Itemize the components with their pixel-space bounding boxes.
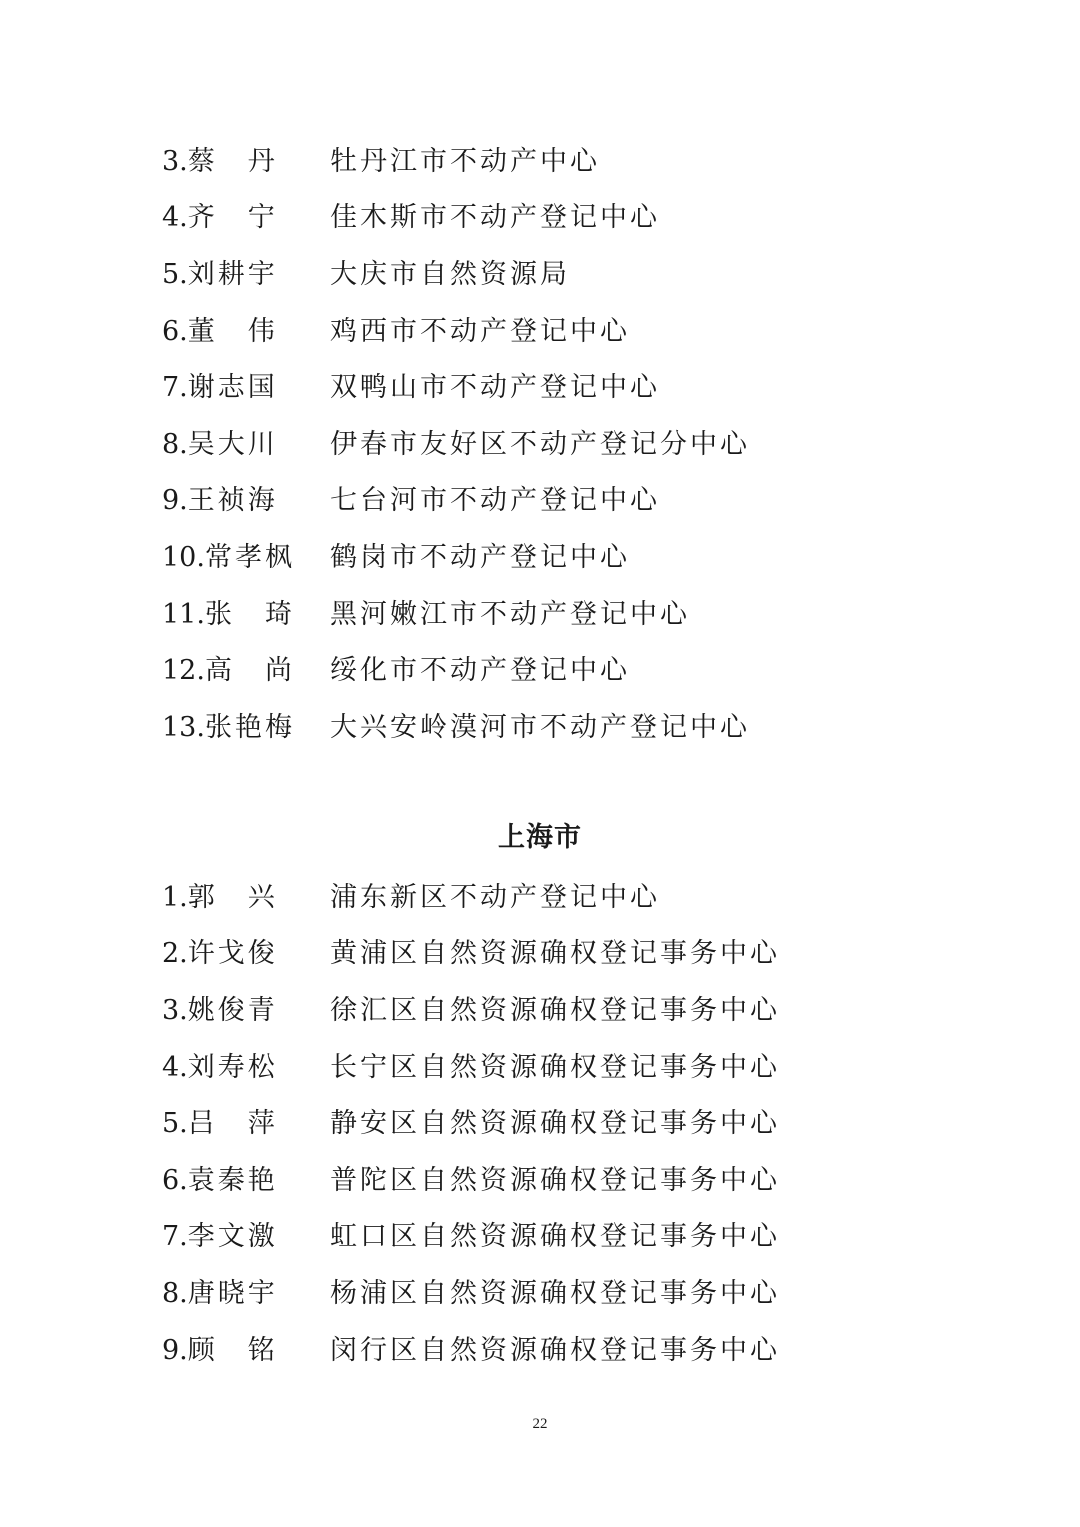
list-item xyxy=(162,583,922,640)
organization-name: 普陀区自然资源确权登记事务中心 xyxy=(330,1164,780,1196)
organization-name: 闵行区自然资源确权登记事务中心 xyxy=(330,1334,780,1366)
list-item xyxy=(162,696,922,753)
organization-name: 七台河市不动产登记中心 xyxy=(330,485,660,517)
person-name: 3.姚俊青 xyxy=(162,994,278,1026)
person-name: 5.吕 萍 xyxy=(162,1108,278,1140)
person-name: 8.吴大川 xyxy=(162,428,278,460)
person-name: 9.王祯海 xyxy=(162,485,278,517)
organization-name: 黄浦区自然资源确权登记事务中心 xyxy=(330,938,780,970)
list-item xyxy=(162,356,922,413)
person-name: 12.高 尚 xyxy=(162,655,295,687)
organization-name: 大兴安岭漠河市不动产登记中心 xyxy=(330,711,750,743)
organization-name: 黑河嫩江市不动产登记中心 xyxy=(330,598,690,630)
person-name: 4.齐 宁 xyxy=(162,202,278,234)
honoree-list-heilongjiang xyxy=(162,130,922,753)
person-name: 8.唐晓宇 xyxy=(162,1277,278,1309)
list-item xyxy=(162,130,922,187)
person-name: 7.李文激 xyxy=(162,1221,278,1253)
list-item xyxy=(162,1092,922,1149)
person-name: 11.张 琦 xyxy=(162,598,295,630)
list-item xyxy=(162,1036,922,1093)
person-name: 7.谢志国 xyxy=(162,372,278,404)
person-name: 13.张艳梅 xyxy=(162,711,295,743)
honoree-list-shanghai xyxy=(162,866,922,1375)
organization-name: 鸡西市不动产登记中心 xyxy=(330,315,630,347)
person-name: 4.刘寿松 xyxy=(162,1051,278,1083)
list-item xyxy=(162,639,922,696)
person-name: 6.袁秦艳 xyxy=(162,1164,278,1196)
person-name: 5.刘耕宇 xyxy=(162,258,278,290)
list-item xyxy=(162,413,922,470)
list-item xyxy=(162,243,922,300)
list-item xyxy=(162,1262,922,1319)
organization-name: 长宁区自然资源确权登记事务中心 xyxy=(330,1051,780,1083)
list-item xyxy=(162,526,922,583)
organization-name: 大庆市自然资源局 xyxy=(330,258,570,290)
section-heading-shanghai: 上海市 xyxy=(498,822,582,853)
person-name: 2.许戈俊 xyxy=(162,938,278,970)
list-item xyxy=(162,979,922,1036)
list-item xyxy=(162,1149,922,1206)
list-item xyxy=(162,187,922,244)
person-name: 1.郭 兴 xyxy=(162,881,278,913)
organization-name: 浦东新区不动产登记中心 xyxy=(330,881,660,913)
organization-name: 徐汇区自然资源确权登记事务中心 xyxy=(330,994,780,1026)
list-item xyxy=(162,866,922,923)
person-name: 10.常孝枫 xyxy=(162,541,295,573)
organization-name: 虹口区自然资源确权登记事务中心 xyxy=(330,1221,780,1253)
organization-name: 佳木斯市不动产登记中心 xyxy=(330,202,660,234)
organization-name: 牡丹江市不动产中心 xyxy=(330,145,600,177)
organization-name: 伊春市友好区不动产登记分中心 xyxy=(330,428,750,460)
organization-name: 静安区自然资源确权登记事务中心 xyxy=(330,1108,780,1140)
organization-name: 杨浦区自然资源确权登记事务中心 xyxy=(330,1277,780,1309)
organization-name: 双鸭山市不动产登记中心 xyxy=(330,372,660,404)
organization-name: 鹤岗市不动产登记中心 xyxy=(330,541,630,573)
person-name: 9.顾 铭 xyxy=(162,1334,278,1366)
person-name: 6.董 伟 xyxy=(162,315,278,347)
list-item xyxy=(162,923,922,980)
list-item xyxy=(162,300,922,357)
page-number: 22 xyxy=(532,1416,548,1432)
list-item xyxy=(162,1206,922,1263)
person-name: 3.蔡 丹 xyxy=(162,145,278,177)
list-item xyxy=(162,470,922,527)
organization-name: 绥化市不动产登记中心 xyxy=(330,655,630,687)
list-item xyxy=(162,1319,922,1376)
